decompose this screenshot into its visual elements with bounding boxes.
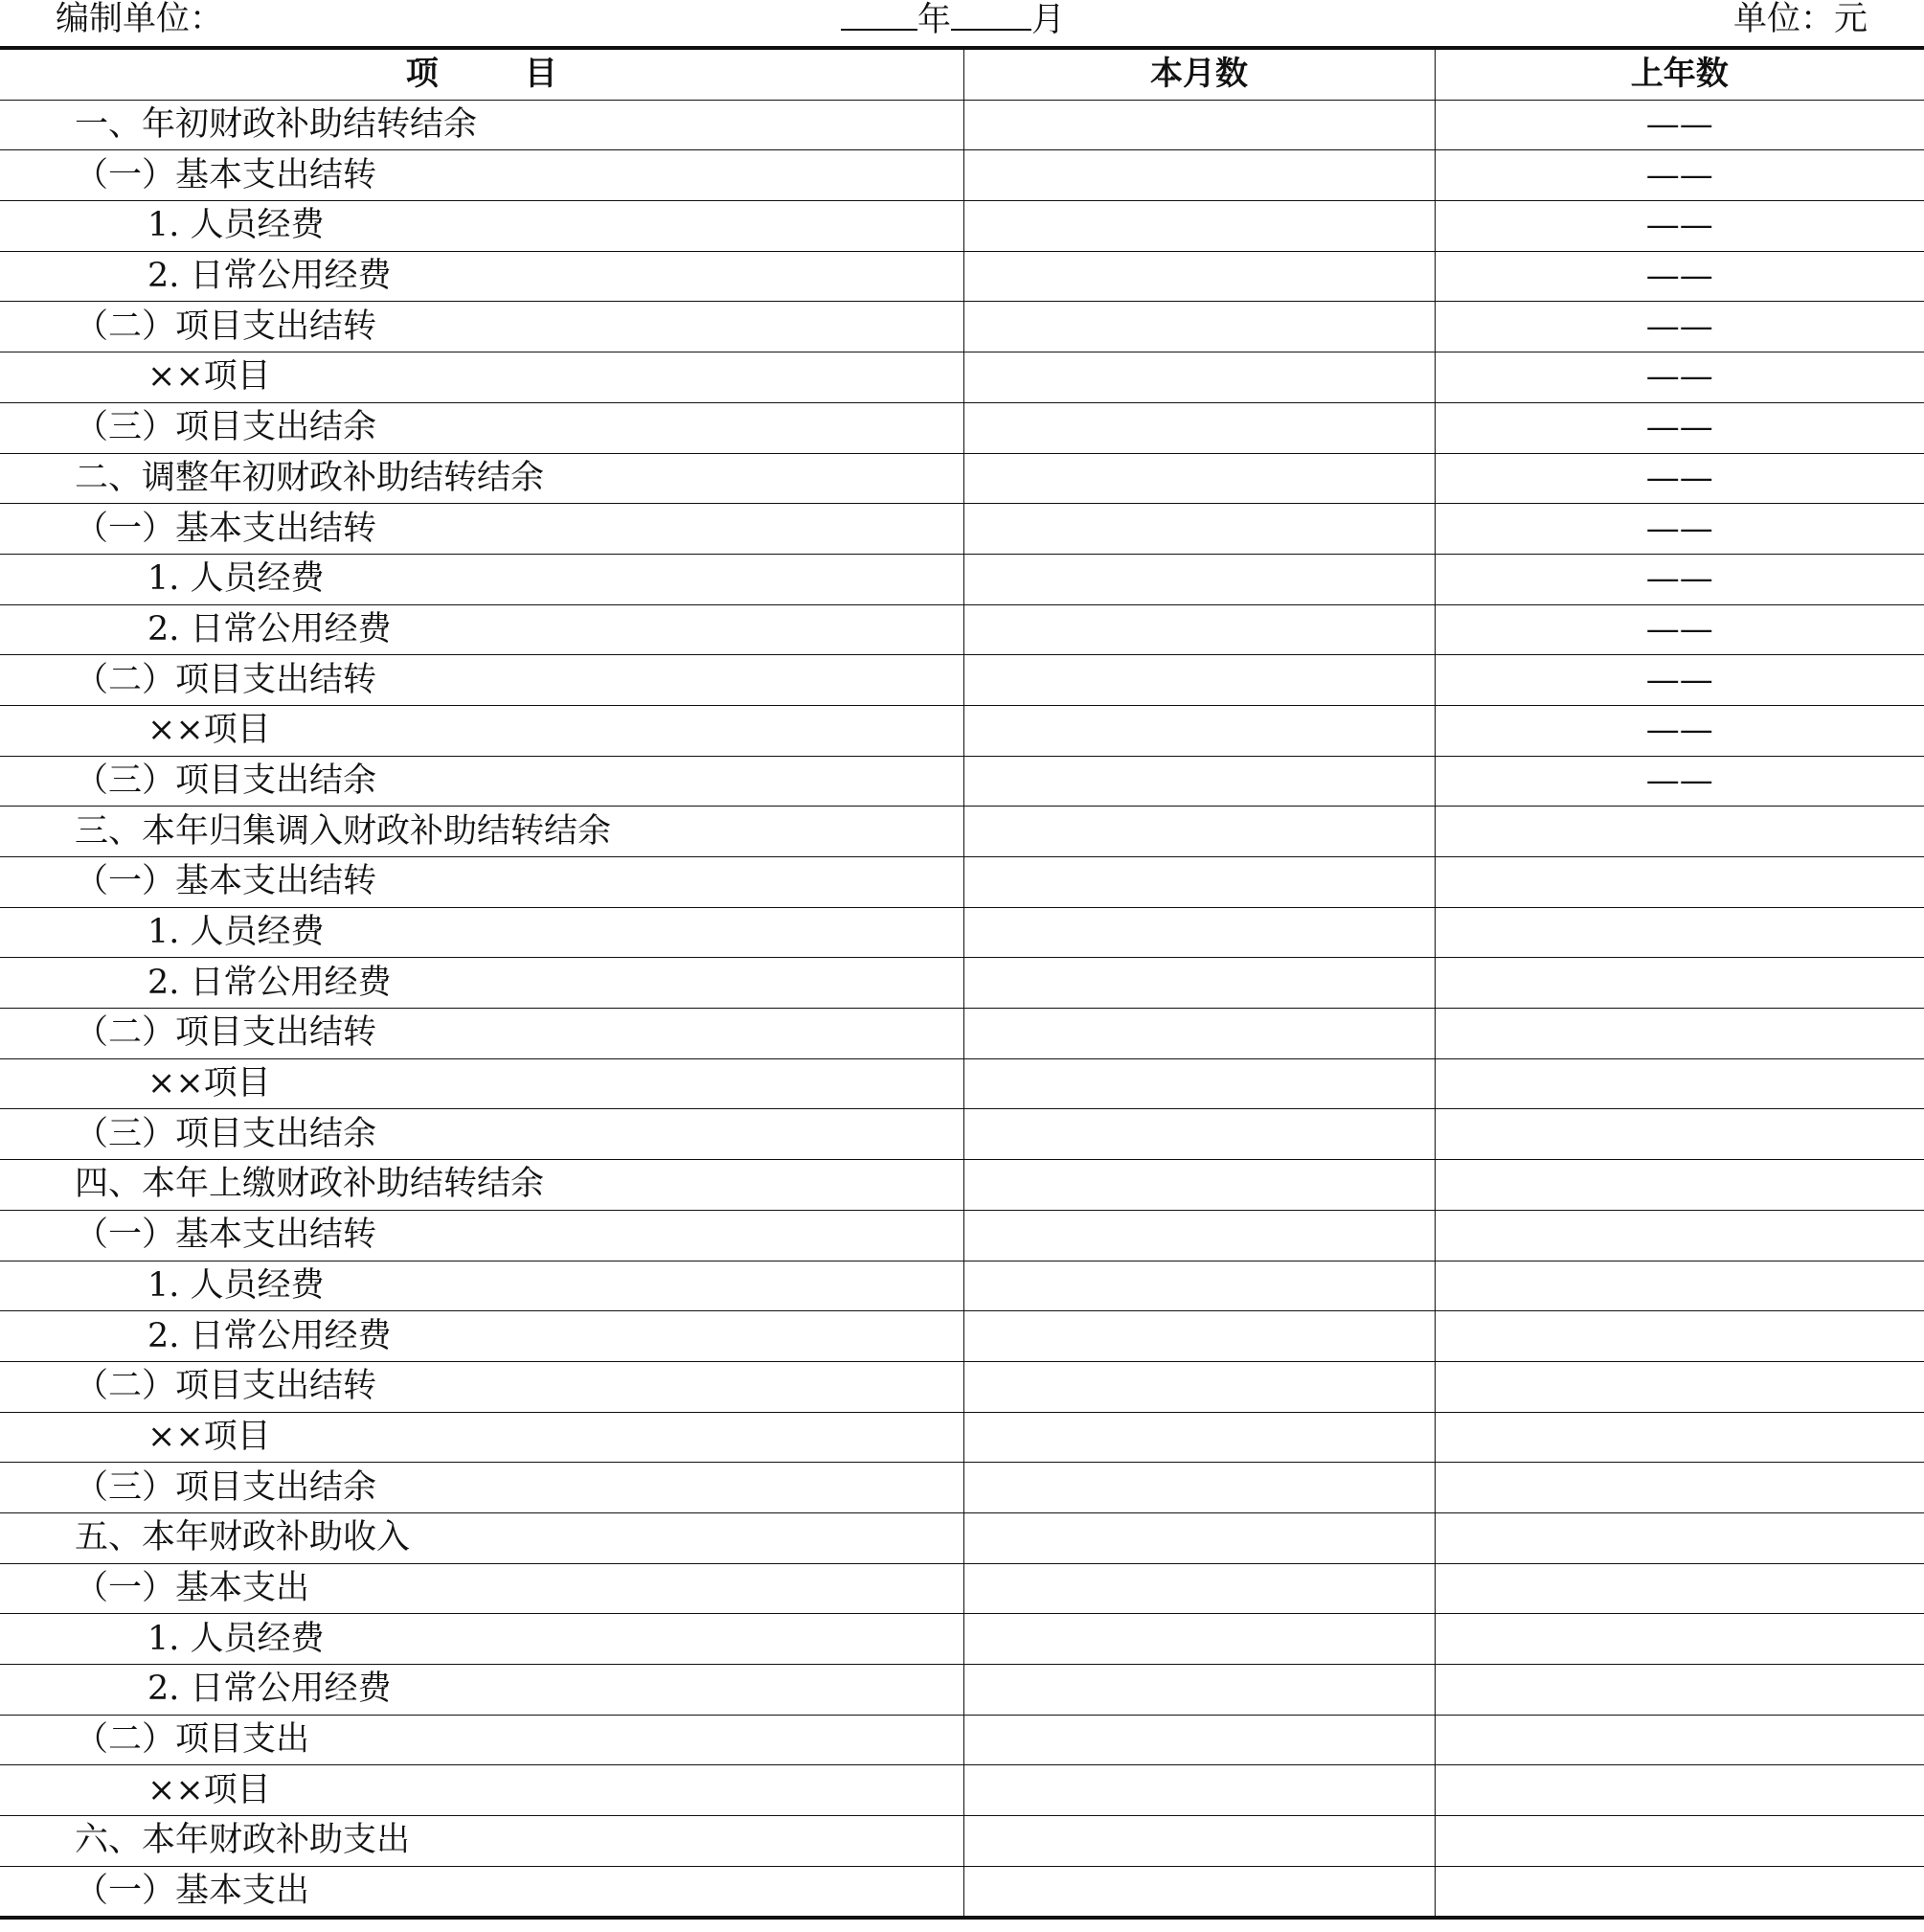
row-prior-year-value xyxy=(1435,1512,1924,1563)
row-current-month-value xyxy=(963,150,1435,201)
row-current-month-value xyxy=(963,1210,1435,1261)
row-prior-year-value xyxy=(1435,1463,1924,1513)
table-row xyxy=(0,807,1924,857)
report-period xyxy=(841,0,1065,39)
row-current-month-value xyxy=(963,201,1435,252)
table-row xyxy=(0,1009,1924,1059)
table-row xyxy=(0,402,1924,453)
table-row xyxy=(0,705,1924,756)
row-item-label: 2. 日常公用经费 xyxy=(0,251,963,302)
row-prior-year-value xyxy=(1435,1009,1924,1059)
year-char: 年 xyxy=(917,1,952,39)
table-row xyxy=(0,1412,1924,1463)
row-item-label: 1. 人员经费 xyxy=(0,554,963,604)
table-row xyxy=(0,1261,1924,1311)
row-prior-year-value: —— xyxy=(1435,504,1924,555)
table-row xyxy=(0,504,1924,555)
table-row xyxy=(0,907,1924,958)
row-prior-year-value xyxy=(1435,807,1924,857)
row-item-label: ××项目 xyxy=(0,1412,963,1463)
row-current-month-value xyxy=(963,1512,1435,1563)
row-item-label: （二）项目支出 xyxy=(0,1715,963,1765)
table-row xyxy=(0,100,1924,150)
row-current-month-value xyxy=(963,1765,1435,1816)
table-row xyxy=(0,1311,1924,1362)
row-current-month-value xyxy=(963,907,1435,958)
row-item-label: （三）项目支出结余 xyxy=(0,1463,963,1513)
row-current-month-value xyxy=(963,1614,1435,1665)
row-current-month-value xyxy=(963,1311,1435,1362)
table-row xyxy=(0,1109,1924,1160)
row-current-month-value xyxy=(963,100,1435,150)
fiscal-subsidy-table xyxy=(0,46,1924,1920)
row-item-label: 六、本年财政补助支出 xyxy=(0,1816,963,1867)
table-row xyxy=(0,554,1924,604)
row-prior-year-value xyxy=(1435,1160,1924,1211)
row-item-label: （一）基本支出结转 xyxy=(0,857,963,908)
row-item-label: （二）项目支出结转 xyxy=(0,1009,963,1059)
row-item-label: ××项目 xyxy=(0,1058,963,1109)
row-prior-year-value xyxy=(1435,1109,1924,1160)
row-prior-year-value xyxy=(1435,1563,1924,1614)
table-row xyxy=(0,1816,1924,1867)
row-prior-year-value: —— xyxy=(1435,655,1924,706)
table-row xyxy=(0,1866,1924,1918)
row-prior-year-value xyxy=(1435,1614,1924,1665)
table-header-row xyxy=(0,48,1924,100)
row-current-month-value xyxy=(963,1361,1435,1412)
row-prior-year-value: —— xyxy=(1435,604,1924,655)
row-current-month-value xyxy=(963,857,1435,908)
table-row xyxy=(0,655,1924,706)
row-item-label: （一）基本支出 xyxy=(0,1563,963,1614)
column-header-current-month: 本月数 xyxy=(963,48,1435,100)
row-item-label: （一）基本支出结转 xyxy=(0,150,963,201)
table-row xyxy=(0,1463,1924,1513)
row-item-label: （三）项目支出结余 xyxy=(0,402,963,453)
row-prior-year-value: —— xyxy=(1435,302,1924,352)
row-current-month-value xyxy=(963,1109,1435,1160)
row-current-month-value xyxy=(963,402,1435,453)
row-item-label: 1. 人员经费 xyxy=(0,1614,963,1665)
row-prior-year-value xyxy=(1435,958,1924,1009)
table-row xyxy=(0,1160,1924,1211)
table-row xyxy=(0,251,1924,302)
row-current-month-value xyxy=(963,1665,1435,1716)
table-row xyxy=(0,150,1924,201)
currency-unit-label: 单位：元 xyxy=(1733,0,1868,38)
table-row xyxy=(0,302,1924,352)
row-current-month-value xyxy=(963,1563,1435,1614)
row-current-month-value xyxy=(963,1866,1435,1918)
row-item-label: 三、本年归集调入财政补助结转结余 xyxy=(0,807,963,857)
row-prior-year-value: —— xyxy=(1435,554,1924,604)
row-current-month-value xyxy=(963,352,1435,403)
table-row xyxy=(0,201,1924,252)
row-item-label: 1. 人员经费 xyxy=(0,1261,963,1311)
row-prior-year-value: —— xyxy=(1435,251,1924,302)
table-row xyxy=(0,1765,1924,1816)
row-current-month-value xyxy=(963,1160,1435,1211)
row-item-label: （二）项目支出结转 xyxy=(0,655,963,706)
row-prior-year-value xyxy=(1435,1058,1924,1109)
row-item-label: 2. 日常公用经费 xyxy=(0,1665,963,1716)
row-prior-year-value: —— xyxy=(1435,100,1924,150)
row-current-month-value xyxy=(963,1412,1435,1463)
row-prior-year-value xyxy=(1435,1816,1924,1867)
table-row xyxy=(0,1665,1924,1716)
row-item-label: 五、本年财政补助收入 xyxy=(0,1512,963,1563)
row-current-month-value xyxy=(963,604,1435,655)
table-row xyxy=(0,604,1924,655)
row-current-month-value xyxy=(963,554,1435,604)
row-current-month-value xyxy=(963,1715,1435,1765)
row-current-month-value xyxy=(963,251,1435,302)
table-row xyxy=(0,1210,1924,1261)
row-current-month-value xyxy=(963,302,1435,352)
table-row xyxy=(0,1512,1924,1563)
row-item-label: 二、调整年初财政补助结转结余 xyxy=(0,453,963,504)
row-current-month-value xyxy=(963,655,1435,706)
row-item-label: （一）基本支出 xyxy=(0,1866,963,1918)
row-item-label: （一）基本支出结转 xyxy=(0,1210,963,1261)
row-current-month-value xyxy=(963,1261,1435,1311)
table-row xyxy=(0,1058,1924,1109)
table-row xyxy=(0,1361,1924,1412)
row-prior-year-value xyxy=(1435,1866,1924,1918)
row-current-month-value xyxy=(963,756,1435,807)
row-prior-year-value xyxy=(1435,1412,1924,1463)
row-prior-year-value xyxy=(1435,1261,1924,1311)
row-current-month-value xyxy=(963,453,1435,504)
row-prior-year-value xyxy=(1435,857,1924,908)
table-row xyxy=(0,352,1924,403)
row-prior-year-value: —— xyxy=(1435,201,1924,252)
row-prior-year-value xyxy=(1435,1361,1924,1412)
preparing-unit-label: 编制单位： xyxy=(56,0,224,38)
row-item-label: ××项目 xyxy=(0,1765,963,1816)
report-header xyxy=(0,0,1924,48)
row-current-month-value xyxy=(963,1463,1435,1513)
table-row xyxy=(0,453,1924,504)
row-item-label: 2. 日常公用经费 xyxy=(0,1311,963,1362)
row-prior-year-value xyxy=(1435,907,1924,958)
row-current-month-value xyxy=(963,1058,1435,1109)
month-char: 月 xyxy=(1031,1,1066,39)
month-blank xyxy=(951,0,1031,31)
row-item-label: 一、年初财政补助结转结余 xyxy=(0,100,963,150)
table-row xyxy=(0,756,1924,807)
table-row xyxy=(0,857,1924,908)
row-prior-year-value: —— xyxy=(1435,352,1924,403)
table-row xyxy=(0,1715,1924,1765)
row-item-label: （三）项目支出结余 xyxy=(0,756,963,807)
row-prior-year-value: —— xyxy=(1435,756,1924,807)
row-item-label: 2. 日常公用经费 xyxy=(0,604,963,655)
row-prior-year-value xyxy=(1435,1210,1924,1261)
row-current-month-value xyxy=(963,504,1435,555)
row-prior-year-value xyxy=(1435,1765,1924,1816)
row-current-month-value xyxy=(963,1009,1435,1059)
row-item-label: （三）项目支出结余 xyxy=(0,1109,963,1160)
row-current-month-value xyxy=(963,1816,1435,1867)
year-blank xyxy=(841,0,917,31)
table-body xyxy=(0,100,1924,1918)
row-prior-year-value: —— xyxy=(1435,402,1924,453)
row-prior-year-value: —— xyxy=(1435,705,1924,756)
table-row xyxy=(0,1563,1924,1614)
row-current-month-value xyxy=(963,705,1435,756)
row-current-month-value xyxy=(963,958,1435,1009)
table-row xyxy=(0,958,1924,1009)
column-header-prior-year: 上年数 xyxy=(1435,48,1924,100)
row-item-label: ××项目 xyxy=(0,352,963,403)
row-item-label: （一）基本支出结转 xyxy=(0,504,963,555)
column-header-item: 项 目 xyxy=(0,48,963,100)
row-item-label: ××项目 xyxy=(0,705,963,756)
row-item-label: 2. 日常公用经费 xyxy=(0,958,963,1009)
row-prior-year-value xyxy=(1435,1311,1924,1362)
row-current-month-value xyxy=(963,807,1435,857)
row-item-label: （二）项目支出结转 xyxy=(0,302,963,352)
row-prior-year-value: —— xyxy=(1435,150,1924,201)
row-prior-year-value: —— xyxy=(1435,453,1924,504)
row-item-label: 1. 人员经费 xyxy=(0,201,963,252)
row-item-label: （二）项目支出结转 xyxy=(0,1361,963,1412)
row-item-label: 四、本年上缴财政补助结转结余 xyxy=(0,1160,963,1211)
row-prior-year-value xyxy=(1435,1715,1924,1765)
row-item-label: 1. 人员经费 xyxy=(0,907,963,958)
row-prior-year-value xyxy=(1435,1665,1924,1716)
table-row xyxy=(0,1614,1924,1665)
